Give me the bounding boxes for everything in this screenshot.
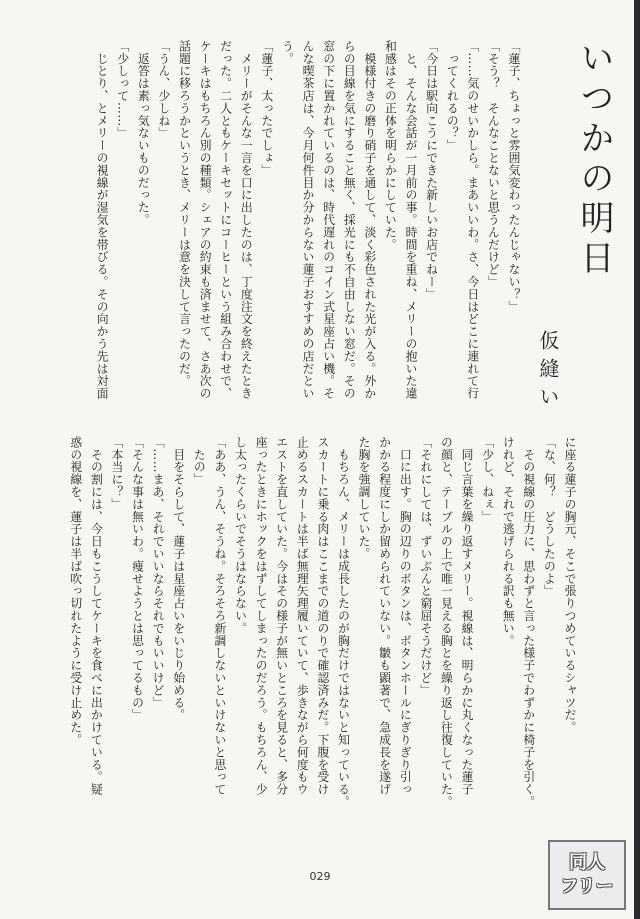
text-line: 和感はその正体を明らかにしていた。 [383, 40, 398, 251]
page-edge-shadow [634, 0, 640, 919]
text-line: 座ったときにホックをはずしてしまったのだろう。もちろん、少 [254, 436, 269, 796]
text-line: エストを直していた。今はその様子が無いところを見ると、多分 [274, 436, 289, 796]
text-line: ってくれるの？」 [445, 40, 460, 152]
text-line: けれど、それで逃げられる訳も無い。 [501, 436, 516, 647]
text-line: 止めるスカートは半ば無理矢理履いていて、歩きながら何度もウ [295, 436, 310, 796]
doujin-free-stamp [548, 840, 626, 910]
text-line: もちろん、メリーは成長したのが胸だけではないと知っている。 [336, 436, 351, 808]
text-line: んな喫茶店は、今月何件目か分からない蓮子おすすめの店だとい [301, 40, 316, 400]
text-line: に座る蓮子の胸元、そこで張りつめているシャツだ。 [563, 436, 577, 734]
text-line: 「少しって……」 [115, 40, 130, 140]
text-line: 目をそらして、蓮子は星座占いをいじり始める。 [171, 436, 186, 722]
text-line: 話題に移ろうかというとき、メリーは意を決して言ったのだ。 [177, 40, 192, 388]
text-line: た胸を強調していた。 [357, 436, 372, 560]
text-line: じとり、とメリーの視線が湿気を帯びる。その向かう先は対面 [95, 40, 110, 400]
text-line: 同じ言葉を繰り返すメリー。視線は、明らかに丸くなった蓮子 [460, 436, 475, 796]
text-line: 「蓮子、太ったでしょ」 [259, 40, 274, 177]
upper-text-block [92, 40, 524, 428]
lower-text-block [65, 436, 580, 836]
text-line: ケーキはもちろん別の種類。シェアの約束も済ませて、さあ次の [198, 40, 213, 400]
author-name: 仮縫い [536, 330, 560, 414]
text-line: 惑の視線を、蓮子は半ば吹っ切れたように受け止めた。 [68, 436, 83, 746]
text-line: う。 [280, 40, 295, 65]
text-line: メリーがそんな一言を口に出したのは、丁度注文を終えたとき [239, 40, 254, 400]
text-line: たの」 [192, 436, 207, 486]
story-title: いつかの明日 [574, 40, 614, 280]
text-line: 口に出す。胸の辺りのボタンは、ボタンホールにぎりぎり引っ [398, 436, 413, 796]
text-line: 「少し、ねぇ」 [480, 436, 495, 523]
text-line: と、そんな会話が一月前の事。時間を重ね、メリーの抱いた違 [404, 40, 419, 400]
text-line: の顔と、テーブルの上で唯一見える胸とを繰り返し往復していた。 [439, 436, 454, 808]
stamp-line-1: 同人 [569, 852, 605, 873]
text-line: かかる程度にしか留められていない。皺も顕著で、急成長を遂げ [377, 436, 392, 796]
text-line: 窓の下に置かれているのは、時代遅れのコイン式星座占い機。そ [321, 40, 336, 400]
page-number: 029 [309, 870, 331, 883]
text-line: スカートに乗る肉はここまでの道のりで確認済みだ。下腹を受け [315, 436, 330, 796]
text-line: 「そんな事は無いわ。痩せようとは思ってるもの」 [130, 436, 145, 722]
text-line: その割には、今日もこうしてケーキを食べに出かけている。疑 [89, 436, 104, 796]
stamp-line-2: フリー [560, 876, 614, 897]
text-line: その視線の圧力に、思わずと言った様子でわずかに椅子を引く。 [521, 436, 536, 808]
text-line: 「蓮子、ちょっと雰囲気変わったんじゃない？」 [507, 40, 521, 313]
text-line: 模様付きの磨り硝子を通して、淡く彩色された光が入る。外か [362, 40, 377, 400]
text-line: し太ったくらいでそうはならない。 [233, 436, 248, 635]
text-line: 「本当に？」 [109, 436, 124, 511]
text-line: 「今日は駅向こうにできた新しいお店でねー」 [424, 40, 439, 301]
text-line: 「うん、少しね」 [156, 40, 171, 140]
text-line: 「ああ、うん、そうね。そろそろ新調しないといけないと思って [212, 436, 227, 796]
text-line: 「それにしては、ずいぶんと窮屈そうだけど」 [418, 436, 433, 697]
text-line: だった。二人ともケーキセットにコーヒーという組み合わせで、 [218, 40, 233, 400]
text-line: 「……まあ、それでいいならそれでもいいけど」 [151, 436, 166, 709]
text-line: 「な、何？ どうしたのよ」 [542, 436, 557, 598]
text-line: 「……気のせいかしら。まあいいわ。さ、今日はどこに連れて行 [465, 40, 480, 400]
text-line: 返答は素っ気ないものだった。 [136, 40, 151, 226]
text-line: らの目線を気にすること無く、採光にも不自由しない窓だ。その [342, 40, 357, 400]
text-line: 「そう？ そんなことないと思うんだけど」 [486, 40, 501, 288]
